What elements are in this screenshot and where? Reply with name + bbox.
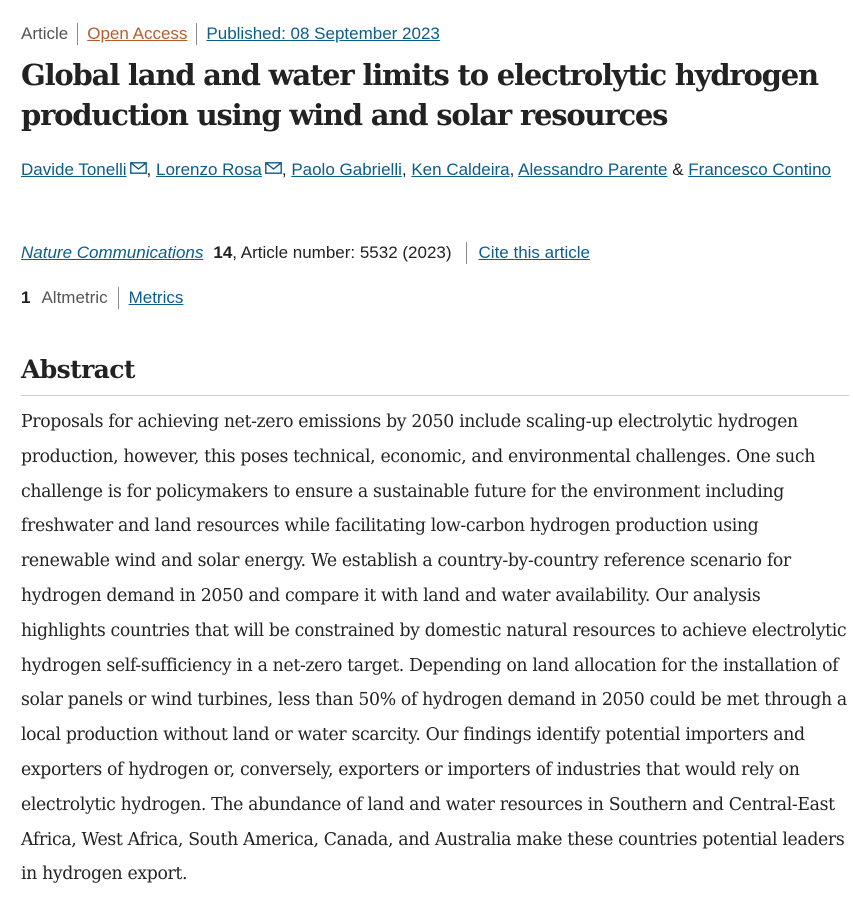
cite-this-article-link[interactable]: Cite this article <box>478 243 590 262</box>
citation-info <box>21 241 590 265</box>
meta-divider <box>196 23 197 45</box>
published-date-link[interactable]: Published: 08 September 2023 <box>206 24 440 43</box>
open-access-link[interactable]: Open Access <box>87 24 188 43</box>
abstract-heading: Abstract <box>21 355 135 384</box>
mail-icon[interactable] <box>265 162 282 174</box>
metrics-bar <box>21 286 183 310</box>
author-link[interactable]: Ken Caldeira <box>411 160 510 179</box>
author-ampersand: & <box>672 160 684 179</box>
author-separator: , <box>281 160 287 179</box>
metrics-divider <box>118 287 119 309</box>
article-title: Global land and water limits to electrolytic hydrogen production using wind and solar resources <box>21 58 818 132</box>
abstract-body: Proposals for achieving net-zero emissions by 2050 include scaling-up electrolytic hydrogen production, however, this poses technical, economic, and environmental challenges. One such challenge is for policymakers to ensure a sustainable future for the environment including freshwater and land resources while facilitating low-carbon hydrogen production using renewable wind and solar energy. We establish a country-by-country reference scenario for hydrogen demand in 2050 and compare it with land and water availability. Our analysis highlights countries that will be constrained by domestic natural resources to achieve electrolytic hydrogen self-sufficiency in a net-zero target. Depending on land allocation for the installation of solar panels or wind turbines, less than 50% of hydrogen demand in 2050 could be met through a local production without land or water scarcity. Our findings identify potential importers and exporters of hydrogen or, conversely, exporters or importers of industries that would rely on electrolytic hydrogen. The abundance of land and water resources in Southern and Central-East Africa, West Africa, South America, Canada, and Australia make these countries potential leaders in hydrogen export. <box>21 412 847 885</box>
author-separator: , <box>401 160 407 179</box>
author-separator: , <box>146 160 152 179</box>
article-number: , Article number: 5532 (2023) <box>232 243 452 262</box>
author-link[interactable]: Davide Tonelli <box>21 160 127 179</box>
section-divider <box>21 395 849 396</box>
mail-icon[interactable] <box>130 162 147 174</box>
article-meta <box>21 22 440 46</box>
author-list <box>21 152 841 187</box>
journal-link[interactable]: Nature Communications <box>21 243 204 262</box>
author-separator: , <box>509 160 515 179</box>
author-link[interactable]: Paolo Gabrielli <box>291 160 402 179</box>
altmetric-count: 1 <box>21 288 31 307</box>
article-type-label: Article <box>21 24 69 43</box>
meta-divider <box>77 23 78 45</box>
citation-divider <box>466 242 467 264</box>
altmetric-label: Altmetric <box>41 288 108 307</box>
author-link[interactable]: Francesco Contino <box>688 160 831 179</box>
author-link[interactable]: Lorenzo Rosa <box>156 160 262 179</box>
author-link[interactable]: Alessandro Parente <box>518 160 668 179</box>
metrics-link[interactable]: Metrics <box>128 288 184 307</box>
volume-number: 14 <box>213 243 233 262</box>
